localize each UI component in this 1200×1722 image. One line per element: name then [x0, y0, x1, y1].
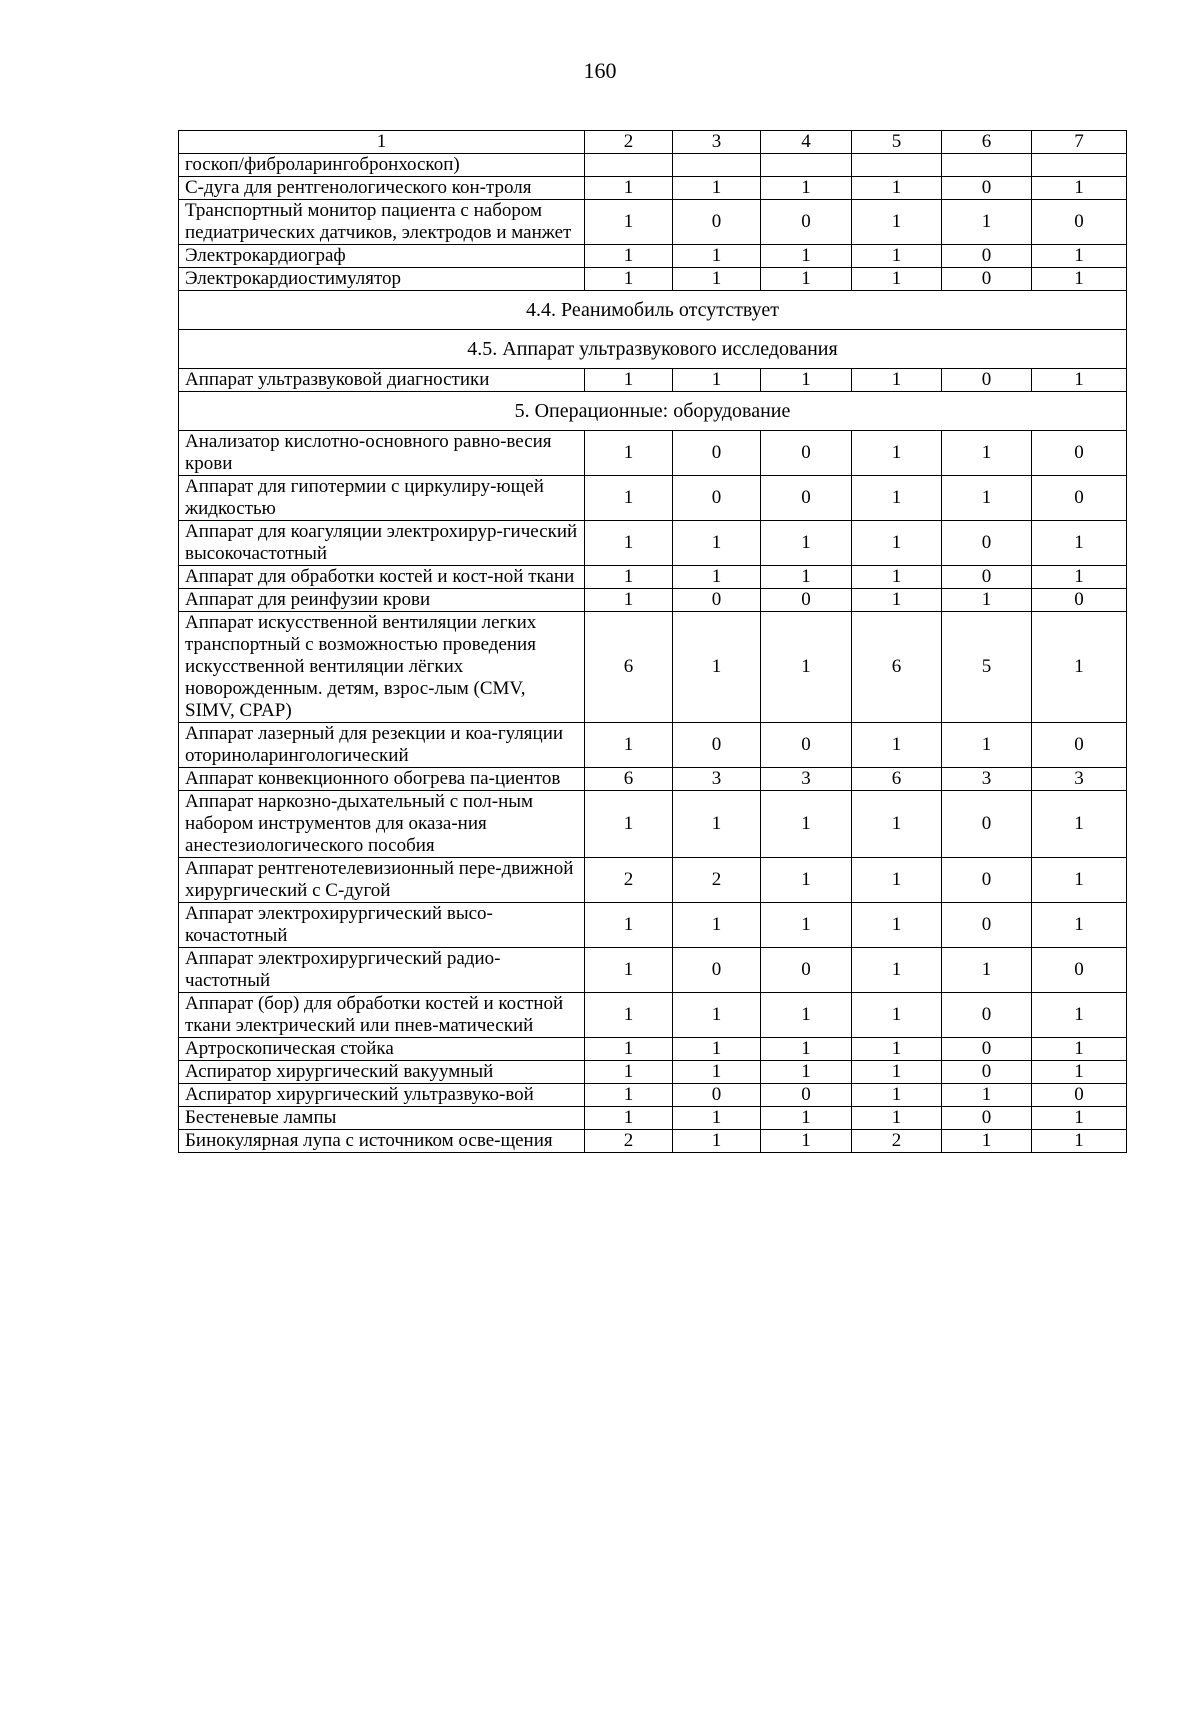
- table-row: [179, 723, 1127, 768]
- quantity-cell: 0: [942, 1061, 1032, 1084]
- quantity-cell: 3: [673, 768, 761, 791]
- equipment-name: Аппарат конвекционного обогрева па-циентов: [179, 768, 585, 791]
- quantity-cell: 2: [585, 858, 673, 903]
- header-row: [179, 131, 1127, 154]
- equipment-name: Аппарат лазерный для резекции и коа-гуляции оториноларингологический: [179, 723, 585, 768]
- quantity-cell: 1: [942, 1130, 1032, 1153]
- table-row: [179, 200, 1127, 245]
- quantity-cell: 1: [852, 369, 942, 392]
- quantity-cell: 1: [673, 903, 761, 948]
- quantity-cell: 1: [673, 268, 761, 291]
- quantity-cell: 1: [852, 903, 942, 948]
- quantity-cell: 1: [585, 1107, 673, 1130]
- column-header: 5: [852, 131, 942, 154]
- quantity-cell: 1: [673, 791, 761, 858]
- quantity-cell: 1: [761, 177, 852, 200]
- quantity-cell: 0: [761, 200, 852, 245]
- quantity-cell: 6: [585, 612, 673, 723]
- quantity-cell: 1: [852, 1038, 942, 1061]
- equipment-name: Артроскопическая стойка: [179, 1038, 585, 1061]
- quantity-cell: 1: [1032, 858, 1127, 903]
- quantity-cell: 1: [585, 431, 673, 476]
- quantity-cell: 0: [673, 948, 761, 993]
- quantity-cell: 0: [942, 268, 1032, 291]
- column-header: 2: [585, 131, 673, 154]
- quantity-cell: 2: [585, 1130, 673, 1153]
- quantity-cell: 5: [942, 612, 1032, 723]
- equipment-name: Аппарат электрохирургический высо-кочастотный: [179, 903, 585, 948]
- quantity-cell: 1: [1032, 791, 1127, 858]
- quantity-cell: 0: [1032, 1084, 1127, 1107]
- quantity-cell: 1: [673, 566, 761, 589]
- quantity-cell: 0: [942, 791, 1032, 858]
- column-header: 1: [179, 131, 585, 154]
- quantity-cell: [761, 154, 852, 177]
- quantity-cell: 0: [761, 476, 852, 521]
- quantity-cell: 1: [1032, 1061, 1127, 1084]
- quantity-cell: 0: [942, 245, 1032, 268]
- quantity-cell: 1: [761, 245, 852, 268]
- quantity-cell: 1: [942, 723, 1032, 768]
- table-row: [179, 768, 1127, 791]
- quantity-cell: 1: [761, 612, 852, 723]
- table-row: [179, 268, 1127, 291]
- quantity-cell: 1: [852, 177, 942, 200]
- equipment-name: Аппарат наркозно-дыхательный с пол-ным набором инструментов для оказа-ния анестезиологического пособия: [179, 791, 585, 858]
- quantity-cell: 1: [1032, 993, 1127, 1038]
- column-header: 6: [942, 131, 1032, 154]
- quantity-cell: 1: [761, 858, 852, 903]
- column-header: 7: [1032, 131, 1127, 154]
- quantity-cell: 1: [673, 521, 761, 566]
- quantity-cell: 1: [585, 903, 673, 948]
- quantity-cell: 1: [585, 993, 673, 1038]
- table-row: [179, 1107, 1127, 1130]
- equipment-name: Аппарат для гипотермии с циркулиру-ющей жидкостью: [179, 476, 585, 521]
- equipment-name: Аппарат искусственной вентиляции легких транспортный с возможностью проведения искусственной вентиляции лёгких новорожденным. детям, взрос-лым (CMV, SIMV, CPAP): [179, 612, 585, 723]
- quantity-cell: 1: [761, 1038, 852, 1061]
- table-row: [179, 521, 1127, 566]
- quantity-cell: 1: [1032, 566, 1127, 589]
- quantity-cell: [852, 154, 942, 177]
- quantity-cell: 1: [585, 589, 673, 612]
- quantity-cell: 1: [761, 993, 852, 1038]
- quantity-cell: 0: [761, 589, 852, 612]
- quantity-cell: 0: [761, 1084, 852, 1107]
- equipment-name: С-дуга для рентгенологического кон-троля: [179, 177, 585, 200]
- equipment-name: Анализатор кислотно-основного равно-весия крови: [179, 431, 585, 476]
- table-row: [179, 1084, 1127, 1107]
- table-row: [179, 245, 1127, 268]
- quantity-cell: 1: [1032, 245, 1127, 268]
- equipment-name: Электрокардиограф: [179, 245, 585, 268]
- quantity-cell: 1: [942, 589, 1032, 612]
- equipment-name: Аппарат для обработки костей и кост-ной ткани: [179, 566, 585, 589]
- table-row: [179, 1061, 1127, 1084]
- quantity-cell: 1: [852, 723, 942, 768]
- page-number: 160: [583, 58, 617, 83]
- quantity-cell: 1: [585, 791, 673, 858]
- quantity-cell: 1: [761, 1107, 852, 1130]
- quantity-cell: 1: [942, 1084, 1032, 1107]
- section-title: 4.5. Аппарат ультразвукового исследования: [179, 330, 1127, 369]
- quantity-cell: 1: [852, 476, 942, 521]
- quantity-cell: 0: [1032, 476, 1127, 521]
- equipment-name: Аппарат для коагуляции электрохирур-гический высокочастотный: [179, 521, 585, 566]
- quantity-cell: 0: [942, 369, 1032, 392]
- quantity-cell: 1: [673, 1130, 761, 1153]
- quantity-cell: 0: [673, 431, 761, 476]
- table-row: [179, 476, 1127, 521]
- quantity-cell: 6: [852, 612, 942, 723]
- table-row: [179, 177, 1127, 200]
- table-row: [179, 612, 1127, 723]
- quantity-cell: 1: [585, 1061, 673, 1084]
- column-header: 3: [673, 131, 761, 154]
- quantity-cell: 1: [1032, 521, 1127, 566]
- table-row: [179, 948, 1127, 993]
- table-row: [179, 566, 1127, 589]
- section-row: [179, 291, 1127, 330]
- quantity-cell: 1: [1032, 1130, 1127, 1153]
- table-row: [179, 791, 1127, 858]
- equipment-name: госкоп/фиброларингобронхоскоп): [179, 154, 585, 177]
- quantity-cell: 1: [1032, 369, 1127, 392]
- quantity-cell: 1: [585, 476, 673, 521]
- quantity-cell: [585, 154, 673, 177]
- quantity-cell: 1: [761, 791, 852, 858]
- quantity-cell: 1: [673, 245, 761, 268]
- quantity-cell: 1: [852, 200, 942, 245]
- quantity-cell: 1: [852, 858, 942, 903]
- quantity-cell: 1: [942, 200, 1032, 245]
- quantity-cell: 1: [852, 245, 942, 268]
- section-title: 4.4. Реанимобиль отсутствует: [179, 291, 1127, 330]
- quantity-cell: 1: [852, 1084, 942, 1107]
- quantity-cell: 3: [1032, 768, 1127, 791]
- section-row: [179, 392, 1127, 431]
- quantity-cell: 1: [585, 369, 673, 392]
- quantity-cell: 1: [585, 948, 673, 993]
- quantity-cell: 1: [585, 268, 673, 291]
- quantity-cell: 1: [585, 1084, 673, 1107]
- quantity-cell: 0: [761, 723, 852, 768]
- quantity-cell: 0: [1032, 589, 1127, 612]
- quantity-cell: 0: [1032, 431, 1127, 476]
- quantity-cell: 6: [852, 768, 942, 791]
- quantity-cell: 1: [761, 521, 852, 566]
- quantity-cell: 0: [1032, 723, 1127, 768]
- quantity-cell: 1: [585, 177, 673, 200]
- quantity-cell: 0: [673, 1084, 761, 1107]
- quantity-cell: 1: [1032, 612, 1127, 723]
- equipment-table: [178, 130, 1127, 1153]
- equipment-name: Аспиратор хирургический вакуумный: [179, 1061, 585, 1084]
- quantity-cell: 1: [761, 369, 852, 392]
- table-row: [179, 1130, 1127, 1153]
- equipment-name: Бестеневые лампы: [179, 1107, 585, 1130]
- equipment-name: Аппарат ультразвуковой диагностики: [179, 369, 585, 392]
- quantity-cell: 0: [942, 1038, 1032, 1061]
- quantity-cell: 1: [585, 521, 673, 566]
- equipment-name: Бинокулярная лупа с источником осве-щения: [179, 1130, 585, 1153]
- quantity-cell: 1: [673, 1038, 761, 1061]
- quantity-cell: 0: [942, 903, 1032, 948]
- equipment-name: Аппарат (бор) для обработки костей и костной ткани электрический или пнев-матический: [179, 993, 585, 1038]
- quantity-cell: 0: [942, 993, 1032, 1038]
- quantity-cell: 2: [673, 858, 761, 903]
- section-row: [179, 330, 1127, 369]
- table-row: [179, 903, 1127, 948]
- quantity-cell: [1032, 154, 1127, 177]
- quantity-cell: 1: [852, 521, 942, 566]
- quantity-cell: 1: [942, 476, 1032, 521]
- quantity-cell: 0: [942, 566, 1032, 589]
- quantity-cell: 1: [852, 268, 942, 291]
- quantity-cell: 1: [1032, 177, 1127, 200]
- quantity-cell: 0: [942, 1107, 1032, 1130]
- quantity-cell: 1: [761, 566, 852, 589]
- quantity-cell: 1: [1032, 1107, 1127, 1130]
- quantity-cell: 1: [673, 369, 761, 392]
- table-row: [179, 589, 1127, 612]
- quantity-cell: 0: [673, 723, 761, 768]
- equipment-name: Транспортный монитор пациента с набором педиатрических датчиков, электродов и манжет: [179, 200, 585, 245]
- table-row: [179, 1038, 1127, 1061]
- quantity-cell: 0: [1032, 200, 1127, 245]
- column-header: 4: [761, 131, 852, 154]
- section-title: 5. Операционные: оборудование: [179, 392, 1127, 431]
- quantity-cell: 1: [761, 1061, 852, 1084]
- quantity-cell: 1: [852, 1107, 942, 1130]
- quantity-cell: 1: [673, 1061, 761, 1084]
- equipment-name: Электрокардиостимулятор: [179, 268, 585, 291]
- quantity-cell: 1: [585, 245, 673, 268]
- quantity-cell: 1: [852, 431, 942, 476]
- quantity-cell: 1: [673, 177, 761, 200]
- quantity-cell: 1: [852, 589, 942, 612]
- table-row: [179, 369, 1127, 392]
- quantity-cell: 2: [852, 1130, 942, 1153]
- equipment-name: Аспиратор хирургический ультразвуко-вой: [179, 1084, 585, 1107]
- quantity-cell: 0: [673, 589, 761, 612]
- quantity-cell: 1: [852, 948, 942, 993]
- table-row: [179, 993, 1127, 1038]
- quantity-cell: 0: [942, 177, 1032, 200]
- table-row: [179, 858, 1127, 903]
- quantity-cell: [673, 154, 761, 177]
- quantity-cell: 1: [1032, 1038, 1127, 1061]
- quantity-cell: 0: [673, 476, 761, 521]
- quantity-cell: 1: [761, 903, 852, 948]
- quantity-cell: 1: [585, 723, 673, 768]
- quantity-cell: 3: [942, 768, 1032, 791]
- quantity-cell: 1: [942, 948, 1032, 993]
- quantity-cell: 1: [852, 566, 942, 589]
- quantity-cell: 1: [942, 431, 1032, 476]
- quantity-cell: 1: [761, 268, 852, 291]
- quantity-cell: 1: [585, 566, 673, 589]
- quantity-cell: 1: [673, 612, 761, 723]
- quantity-cell: 1: [1032, 268, 1127, 291]
- quantity-cell: 6: [585, 768, 673, 791]
- quantity-cell: 1: [852, 1061, 942, 1084]
- quantity-cell: [942, 154, 1032, 177]
- quantity-cell: 1: [673, 1107, 761, 1130]
- equipment-name: Аппарат для реинфузии крови: [179, 589, 585, 612]
- quantity-cell: 0: [942, 521, 1032, 566]
- quantity-cell: 0: [761, 948, 852, 993]
- equipment-name: Аппарат рентгенотелевизионный пере-движной хирургический с С-дугой: [179, 858, 585, 903]
- quantity-cell: 1: [1032, 903, 1127, 948]
- quantity-cell: 1: [852, 993, 942, 1038]
- equipment-name: Аппарат электрохирургический радио-частотный: [179, 948, 585, 993]
- quantity-cell: 0: [942, 858, 1032, 903]
- quantity-cell: 1: [585, 200, 673, 245]
- quantity-cell: 3: [761, 768, 852, 791]
- quantity-cell: 1: [585, 1038, 673, 1061]
- quantity-cell: 1: [673, 993, 761, 1038]
- quantity-cell: 0: [1032, 948, 1127, 993]
- quantity-cell: 0: [761, 431, 852, 476]
- quantity-cell: 1: [852, 791, 942, 858]
- quantity-cell: 0: [673, 200, 761, 245]
- table-row: [179, 154, 1127, 177]
- table-row: [179, 431, 1127, 476]
- quantity-cell: 1: [761, 1130, 852, 1153]
